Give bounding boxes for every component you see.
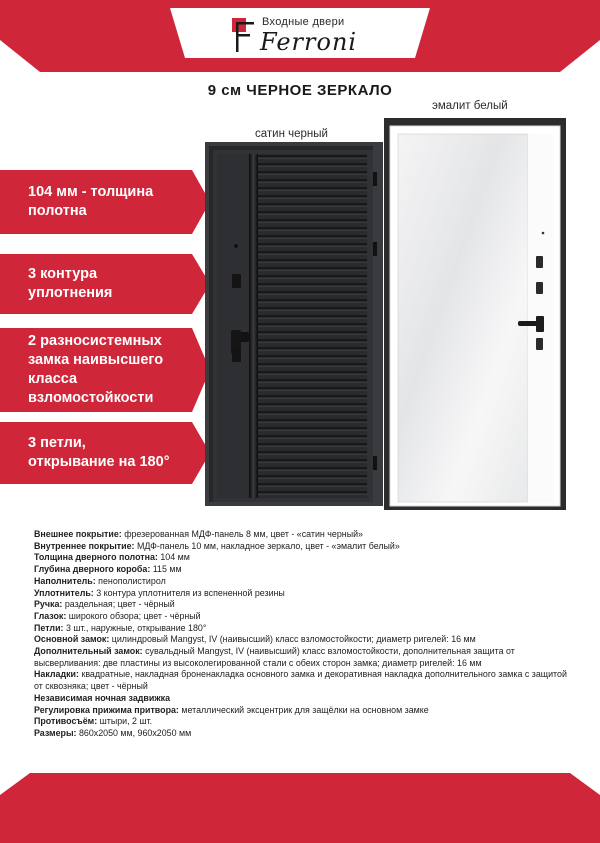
inner-door-image — [384, 118, 566, 510]
bottom-red-band — [0, 773, 600, 843]
feature-badge-seals — [0, 254, 210, 314]
spec-row: Накладки: квадратные, накладная броненакладка основного замка и декоративная накладка дополнительного замка с защитой от сквозняка; цвет - чёрный — [34, 669, 567, 692]
feature-line: полотна — [28, 203, 87, 219]
spec-row: Глазок: широкого обзора; цвет - чёрный — [34, 610, 201, 621]
brand-subtitle: Входные двери — [262, 16, 345, 28]
spec-row: Уплотнитель: 3 контура уплотнителя из вспененной резины — [34, 587, 285, 598]
spec-row: Глубина дверного короба: 115 мм — [34, 564, 182, 575]
feature-line: 2 разносистемных — [28, 333, 162, 349]
spec-row: Противосъём: штыри, 2 шт. — [34, 716, 153, 727]
feature-line: 3 петли, — [28, 435, 86, 451]
inner-finish-label: эмалит белый — [432, 100, 508, 112]
feature-line: открывание на 180° — [28, 454, 170, 470]
feature-badge-hinges — [0, 422, 210, 484]
spec-row: Основной замок: цилиндровый Mangyst, IV (наивысший) класс взломостойкости; диаметр ригелей: 16 мм — [34, 634, 476, 645]
feature-line: уплотнения — [28, 285, 113, 301]
feature-line: класса — [28, 371, 78, 387]
specifications-list — [34, 529, 574, 740]
feature-badge-thickness — [0, 170, 210, 234]
feature-badge-locks — [0, 328, 210, 412]
spec-row: Наполнитель: пенополистирол — [34, 575, 166, 586]
feature-line: замка наивысшего — [28, 352, 164, 368]
feature-line: 104 мм - толщина — [28, 184, 154, 200]
brand-name: Ferroni — [260, 28, 358, 56]
product-title: 9 см ЧЕРНОЕ ЗЕРКАЛО — [207, 82, 393, 99]
brand-logo — [232, 14, 372, 62]
spec-row: Размеры: 860x2050 мм, 960x2050 мм — [34, 727, 192, 738]
outer-door-image — [205, 142, 383, 506]
spec-row: Внешнее покрытие: фрезерованная МДФ-панель 8 мм, цвет - «сатин черный» — [34, 529, 363, 539]
spec-row: Независимая ночная задвижка — [34, 692, 171, 703]
spec-row: Ручка: раздельная; цвет - чёрный — [34, 599, 175, 610]
spec-row: Внутреннее покрытие: МДФ-панель 10 мм, накладное зеркало, цвет - «эмалит белый» — [34, 540, 400, 551]
outer-finish-label: сатин черный — [255, 128, 328, 140]
spec-row: Дополнительный замок: сувальдный Mangyst, IV (наивысший) класс взломостойкости, дополнительная защита от высверливания: две пластины из высоколегированной стали с обеих сторон замка; диаметр ригелей: 16 мм — [34, 646, 515, 668]
feature-line: 3 контура — [28, 266, 98, 282]
spec-row: Регулировка прижима притвора: металлический эксцентрик для защёлки на основном замке — [34, 704, 429, 715]
spec-row: Толщина дверного полотна: 104 мм — [34, 552, 190, 563]
ferroni-logo-icon — [232, 18, 256, 52]
spec-row: Петли: 3 шт., наружные, открывание 180° — [34, 622, 207, 633]
feature-line: взломостойкости — [28, 390, 154, 406]
